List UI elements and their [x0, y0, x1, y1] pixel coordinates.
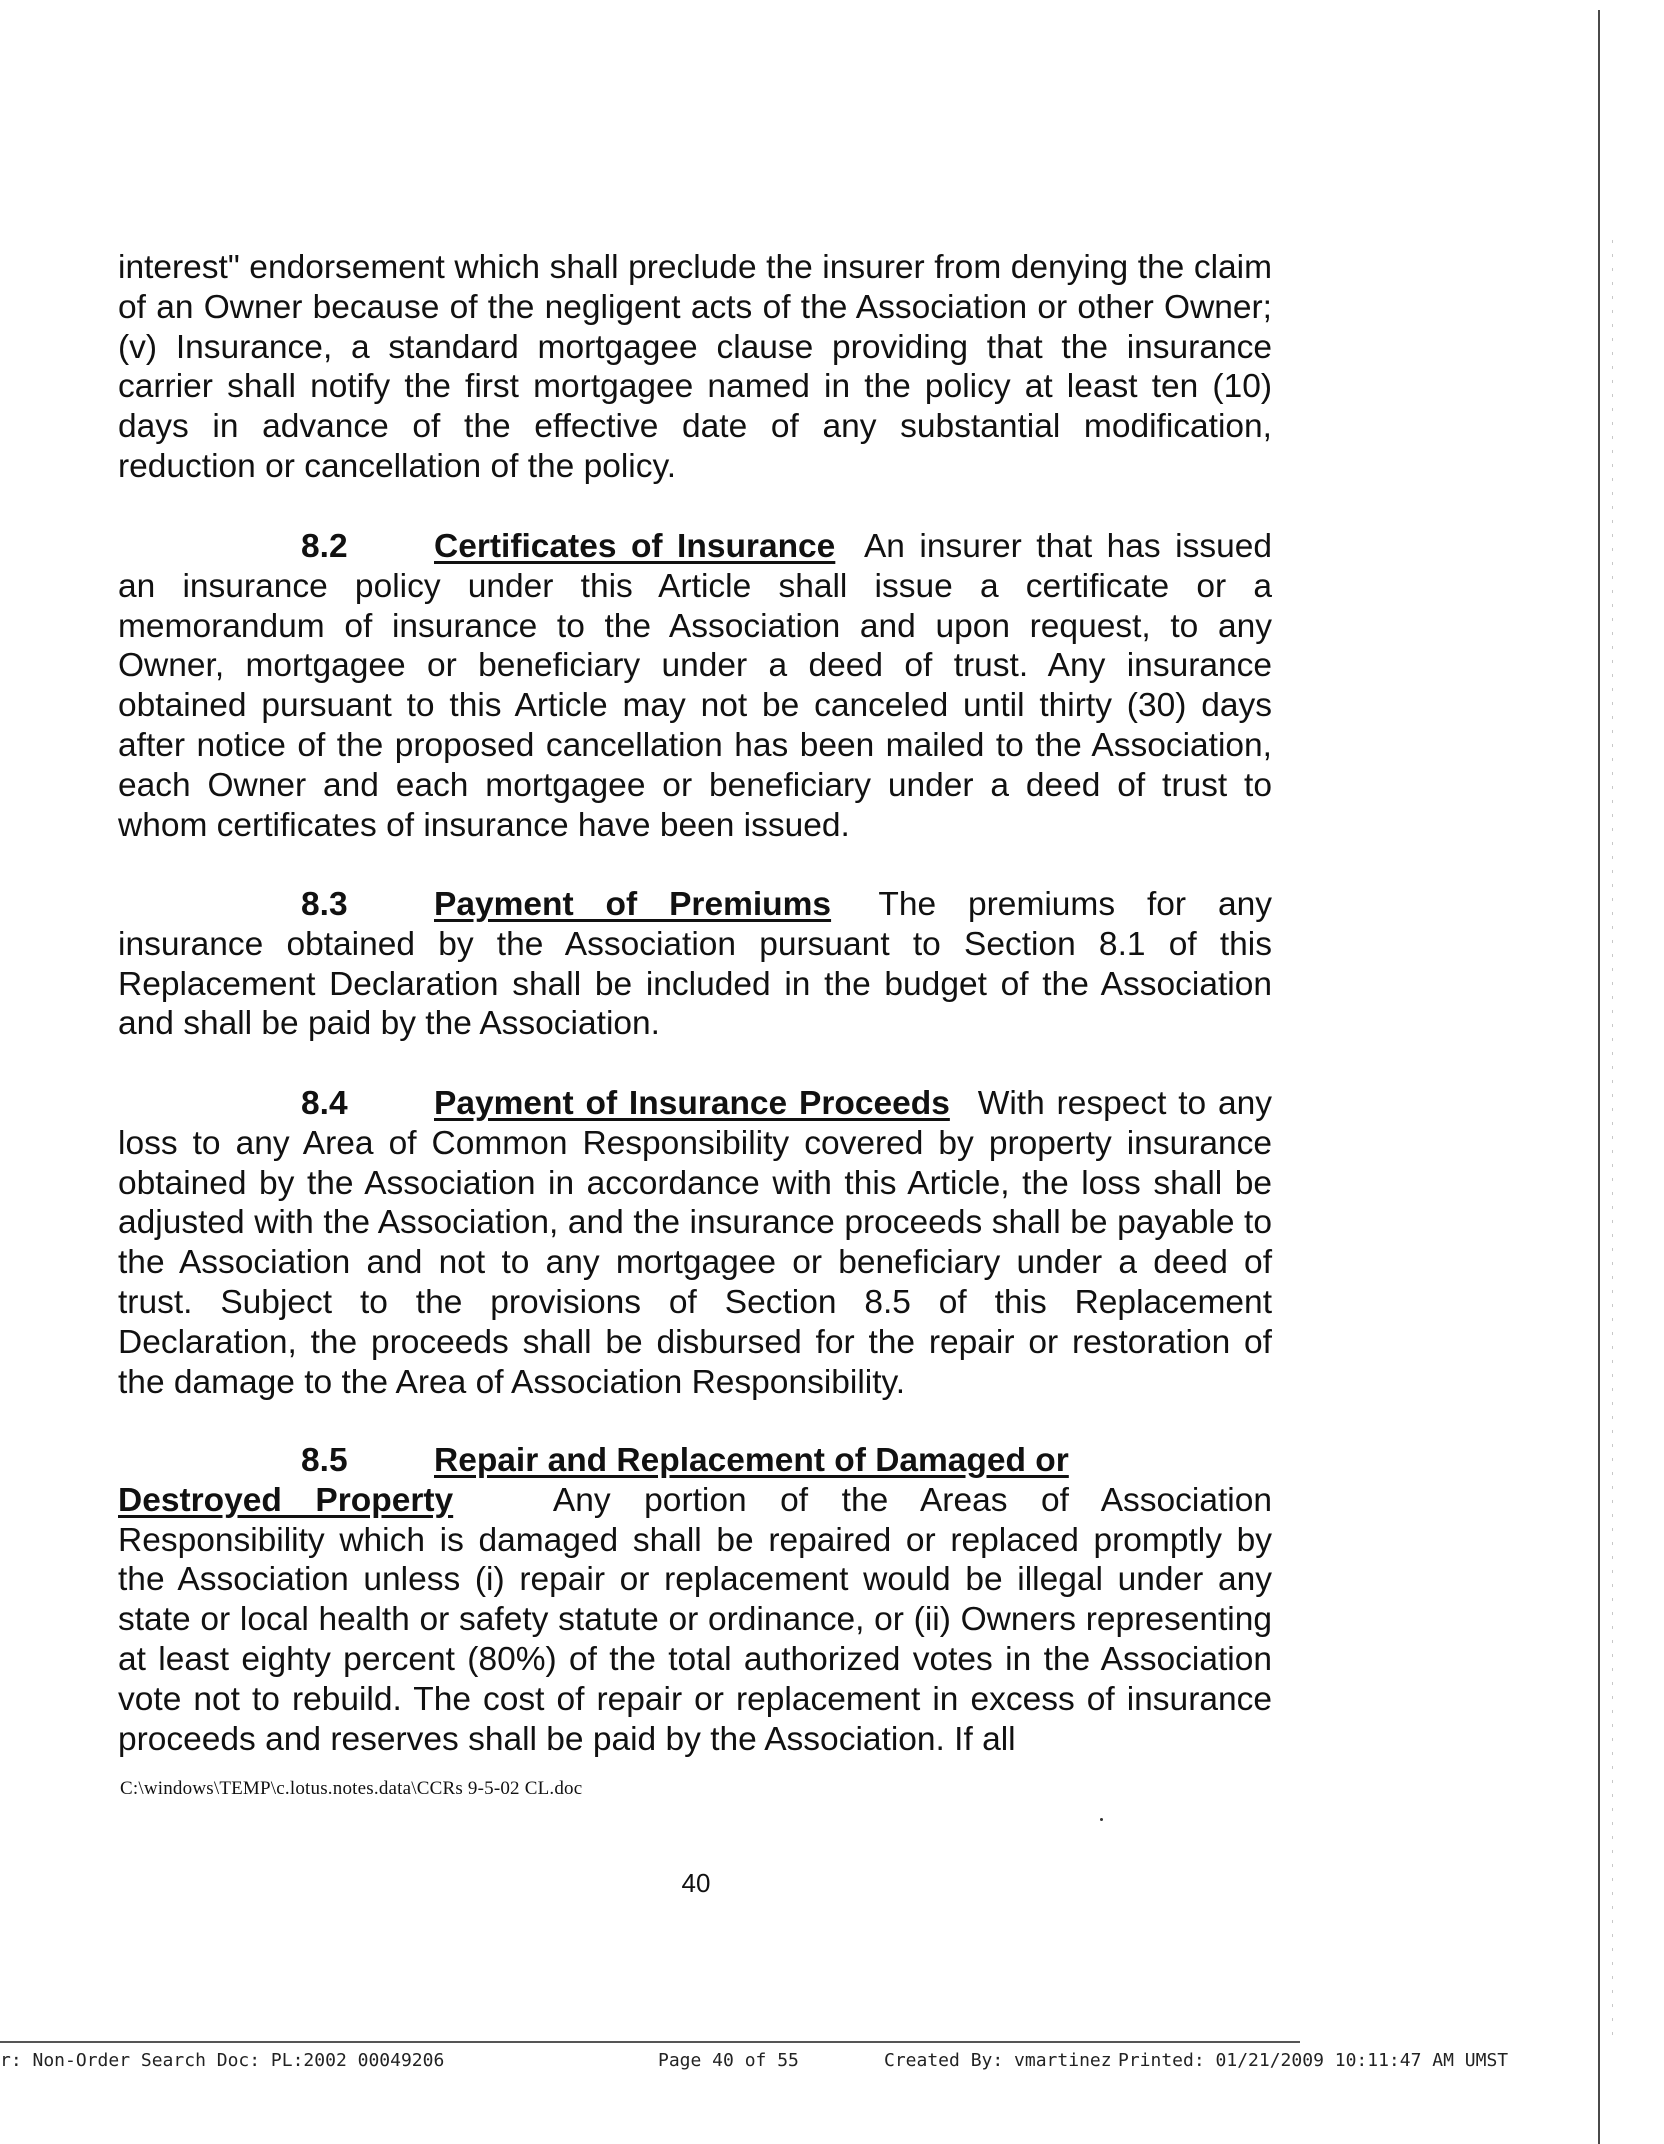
section-8-2: [118, 527, 1272, 845]
section-number: 8.2: [301, 528, 348, 565]
page-number: 40: [681, 1868, 711, 1898]
section-title: Certificates of Insurance: [434, 528, 836, 565]
footer-printed: Printed: 01/21/2009 10:11:47 AM UMST: [1118, 2050, 1509, 2071]
section-8-5: [118, 1441, 1272, 1759]
paragraph-intro-text: interest" endorsement which shall preclude the insurer from denying the claim of an Owner because of the negligent acts of the Association or other Owner; (v) Insurance, a standard mortgagee clause providing that the insurance carrier shall notify the first mortgagee named in the policy at least ten (10) days in advance of the effective date of any substantial modification, reduction or cancellation of the policy.: [118, 249, 1272, 485]
scan-speck: [1100, 1818, 1103, 1821]
section-8-3: [118, 885, 1272, 1044]
footer-search-doc: r: Non-Order Search Doc: PL:2002 00049206: [0, 2050, 445, 2071]
section-text: Any portion of the Areas of Association Responsibility which is damaged shall be repaired or replaced promptly by the Association unless (i) repair or replacement would be illegal under any state or local health or safety statute or ordinance, or (ii) Owners representing at least eighty percent (80%) of the total authorized votes in the Association vote not to rebuild. The cost of repair or replacement in excess of insurance proceeds and reserves shall be paid by the Association. If all: [118, 1481, 1272, 1758]
section-8-4: [118, 1084, 1272, 1402]
paragraph-intro: [118, 248, 1272, 487]
footer-divider: [0, 2041, 1300, 2043]
section-text: An insurer that has issued an insurance policy under this Article shall issue a certificate or a memorandum of insurance to the Association and upon request, to any Owner, mortgagee or beneficiary under a deed of trust. Any insurance obtained pursuant to this Article may not be canceled until thirty (30) days after notice of the proposed cancellation has been mailed to the Association, each Owner and each mortgagee or beneficiary under a deed of trust to whom certificates of insurance have been issued.: [118, 528, 1272, 844]
section-title: Payment of Insurance Proceeds: [434, 1085, 950, 1122]
file-path: C:\windows\TEMP\c.lotus.notes.data\CCRs 9-5-02 CL.doc: [120, 1778, 583, 1799]
section-title: Payment of Premiums: [434, 886, 832, 923]
section-number: 8.3: [301, 886, 348, 923]
section-number: 8.4: [301, 1085, 348, 1122]
section-number: 8.5: [301, 1442, 348, 1479]
scan-edge-dots: [1612, 240, 1613, 2040]
section-text: The premiums for any insurance obtained by the Association pursuant to Section 8.1 of this Replacement Declaration shall be included in the budget of the Association and shall be paid by the Association.: [118, 886, 1273, 1043]
footer-page-count: Page 40 of 55: [658, 2050, 799, 2071]
footer-created-by: Created By: vmartinez: [884, 2050, 1112, 2071]
section-title: Repair and Replacement of Damaged or: [434, 1442, 1069, 1479]
section-title-continued: Destroyed Property: [118, 1481, 454, 1519]
scan-edge-rule: [1598, 10, 1600, 2144]
section-text: With respect to any loss to any Area of Common Responsibility covered by property insurance obtained by the Association in accordance with this Article, the loss shall be adjusted with the Association, and the insurance proceeds shall be payable to the Association and not to any mortgagee or beneficiary under a deed of trust. Subject to the provisions of Section 8.5 of this Replacement Declaration, the proceeds shall be disbursed for the repair or restoration of the damage to the Area of Association Responsibility.: [118, 1085, 1273, 1401]
